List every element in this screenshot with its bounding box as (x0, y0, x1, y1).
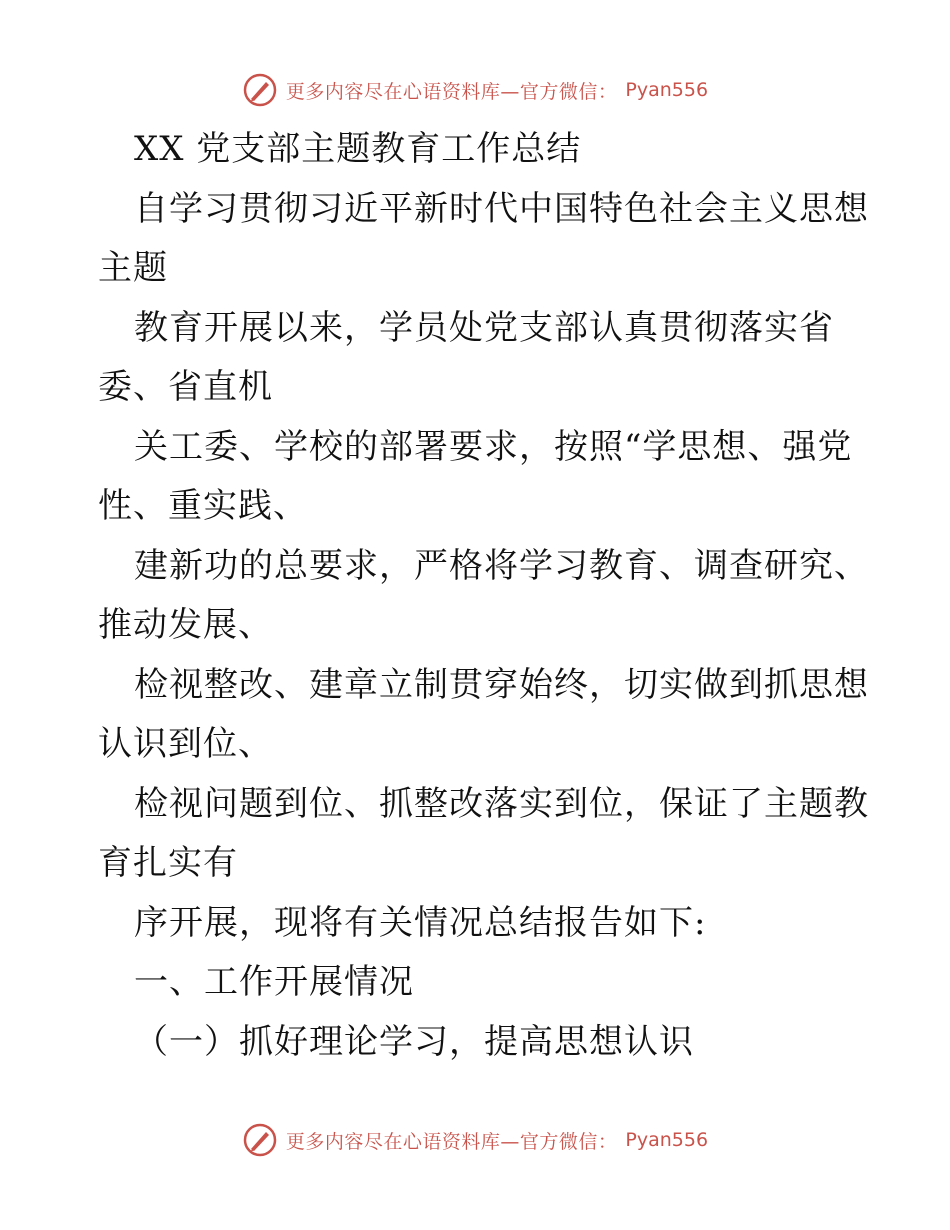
paragraph-line: 序开展，现将有关情况总结报告如下: (134, 902, 707, 943)
watermark-handle: Pyan556 (625, 79, 709, 101)
section-heading: 一、工作开展情况 (134, 962, 414, 1002)
paragraph-line: 检视问题到位、抓整改落实到位，保证了主题教 (134, 783, 869, 824)
paragraph-line: 推动发展、 (98, 605, 273, 645)
watermark-header (0, 70, 950, 110)
paragraph-line: 自学习贯彻习近平新时代中国特色社会主义思想 (134, 188, 869, 229)
pen-logo-icon (242, 1122, 278, 1158)
subsection-heading: （一）抓好理论学习，提高思想认识 (134, 1021, 694, 1062)
paragraph-line: 主题 (98, 248, 168, 288)
paragraph-line: 委、省直机 (98, 367, 273, 407)
paragraph-line: 关工委、学校的部署要求，按照“学思想、强党 (134, 426, 853, 467)
paragraph-line: 性、重实践、 (98, 486, 308, 526)
paragraph-line: 教育开展以来，学员处党支部认真贯彻落实省 (134, 307, 834, 348)
document-body (98, 120, 869, 1072)
paragraph-line: 检视整改、建章立制贯穿始终，切实做到抓思想 (134, 664, 869, 705)
paragraph-line: 认识到位、 (98, 724, 273, 764)
watermark-text: 更多内容尽在心语资料库—官方微信： (285, 80, 618, 103)
watermark-text: 更多内容尽在心语资料库—官方微信： (285, 1130, 618, 1153)
watermark-footer (0, 1120, 950, 1160)
document-title: XX 党支部主题教育工作总结 (134, 129, 582, 169)
paragraph-line: 育扎实有 (98, 843, 238, 883)
paragraph-line: 建新功的总要求，严格将学习教育、调查研究、 (134, 545, 869, 586)
watermark-handle: Pyan556 (625, 1129, 709, 1151)
pen-logo-icon (242, 72, 278, 108)
